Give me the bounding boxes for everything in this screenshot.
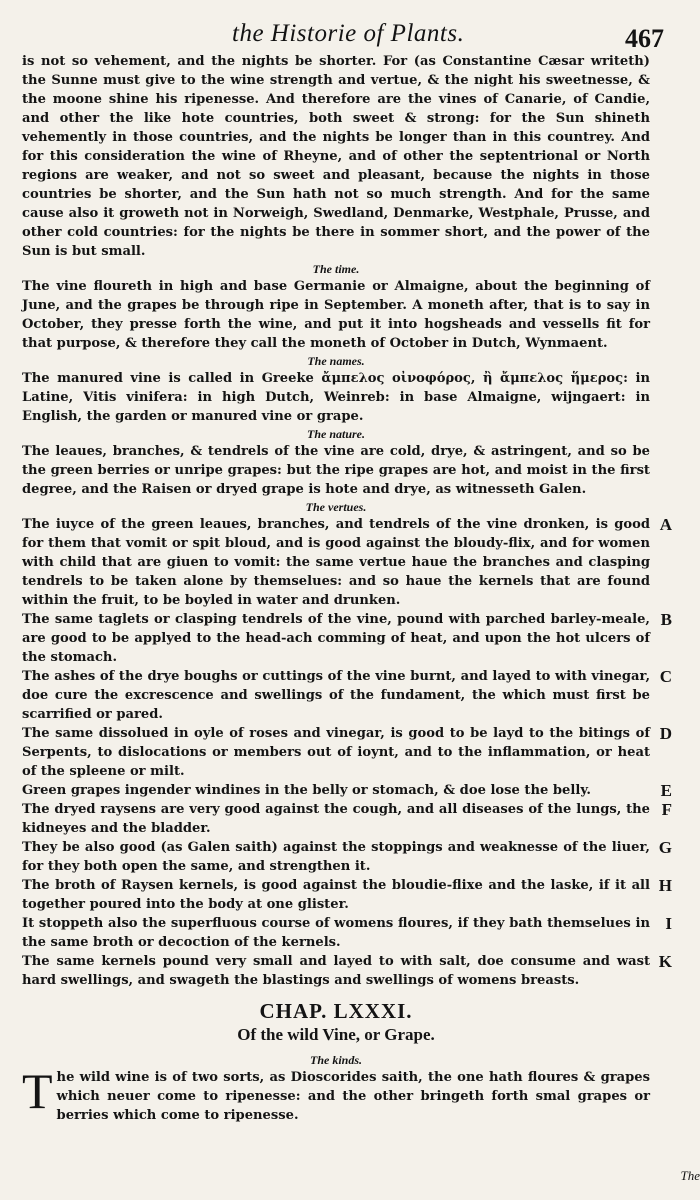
vertue-paragraph bbox=[22, 914, 672, 952]
drop-cap: T bbox=[22, 1063, 53, 1119]
vertue-paragraph bbox=[22, 667, 672, 724]
margin-marker: C bbox=[659, 667, 672, 686]
paragraph: The leaues, branches, & tendrels of the vine are cold, drye, & astringent, and so be the green berries or unripe grapes: but the ripe grapes are hot, and moist in the first degree, and the Raisen or dryed grape is hote and drye, as witnesseth Galen. bbox=[22, 444, 650, 497]
paragraph: The vine floureth in high and base Germanie or Almaigne, about the beginning of June, and the grapes be through ripe in September. A moneth after, that is to say in October, they presse forth the wine, and put it into hogsheads and vessells fit for that purpose, & therefore they call the moneth of October in Dutch, Wynmaent. bbox=[22, 279, 650, 351]
paragraph-text: The iuyce of the green leaues, branches, and tendrels of the vine dronken, is good for them that vomit or spit bloud, and is good against the bloudy-flix, and for women with child that are giuen to vomit: the same vertue haue the branches and clasping tendrels to be taken alone by themselues: and so haue the kernels that are found within the fruit, to be boyled in water and drunken. bbox=[22, 517, 650, 608]
chapter-subtitle: Of the wild Vine, or Grape. bbox=[237, 1025, 435, 1044]
margin-marker: F bbox=[661, 800, 672, 819]
section-heading-nature: The nature. bbox=[306, 427, 365, 441]
paragraph-text: They be also good (as Galen saith) against the stoppings and weaknesse of the liuer, for they both open the same, and strengthen it. bbox=[22, 840, 650, 874]
vertue-paragraph bbox=[22, 952, 672, 990]
chapter-title: CHAP. LXXXI. bbox=[259, 999, 413, 1023]
vertue-paragraph bbox=[22, 800, 672, 838]
margin-marker: D bbox=[659, 724, 672, 743]
running-title: the Historie of Plants. bbox=[232, 20, 465, 47]
margin-marker: G bbox=[658, 838, 672, 857]
intro-paragraph: is not so vehement, and the nights be shorter. For (as Constantine Cæsar writeth) the Sunne must give to the wine strength and vertue, & the night his sweetnesse, & the moone shine his ripenesse. And therefore are the vines of Canarie, of Candie, and other the like hote countries, both sweet & strong: for the Sun shineth vehemently in those countries, and the nights be longer than in this countrey. And for this consideration the wine of Rheyne, and of other the septentrional or North regions are weaker, and not so sweet and pleasant, because the nights in those countries be shorter, and the Sun hath not so much strength. And for the same cause also it groweth not in Norweigh, Swedland, Denmarke, Westphale, Prusse, and other cold countries: for the nights be there in sommer short, and the power of the Sun is but small. bbox=[22, 54, 650, 259]
section-heading-time: The time. bbox=[312, 262, 360, 276]
section-heading-vertues: The vertues. bbox=[305, 500, 367, 514]
paragraph-text: The dryed raysens are very good against the cough, and all diseases of the lungs, the kidneyes and the bladder. bbox=[22, 802, 650, 836]
paragraph-text: It stoppeth also the superfluous course of womens floures, if they bath themselues in the same broth or decoction of the kernels. bbox=[22, 916, 650, 950]
paragraph-text: Green grapes ingender windines in the belly or stomach, & doe lose the belly. bbox=[22, 783, 591, 798]
vertue-paragraph bbox=[22, 610, 672, 667]
chapter-opening-paragraph bbox=[22, 1063, 650, 1125]
section-heading-names: The names. bbox=[307, 354, 365, 368]
page-header bbox=[22, 8, 664, 53]
vertue-paragraph bbox=[22, 838, 672, 876]
vertue-paragraph bbox=[22, 724, 672, 781]
book-page bbox=[22, 8, 672, 1125]
catchword: The bbox=[680, 1168, 700, 1183]
margin-marker: A bbox=[659, 515, 672, 534]
paragraph-text: The same kernels pound very small and layed to with salt, doe consume and wast hard swellings, and swageth the blastings and swellings of womens breasts. bbox=[22, 954, 650, 988]
paragraph-text: he wild wine is of two sorts, as Dioscorides saith, the one hath floures & grapes which neuer come to ripenesse: and the other bringeth forth smal grapes or berries which come to ripenesse. bbox=[56, 1070, 650, 1123]
vertue-paragraph bbox=[22, 876, 672, 914]
vertue-paragraph bbox=[22, 515, 672, 610]
margin-marker: B bbox=[660, 610, 672, 629]
paragraph-text: The same taglets or clasping tendrels of the vine, pound with parched barley-meale, are good to be applyed to the head-ach comming of heat, and upon the hot ulcers of the stomach. bbox=[22, 612, 650, 665]
margin-marker: K bbox=[658, 952, 672, 971]
paragraph-text: The broth of Raysen kernels, is good against the bloudie-flixe and the laske, if it all together poured into the body at one glister. bbox=[22, 878, 650, 912]
paragraph-text: The same dissolued in oyle of roses and vinegar, is good to be layd to the bitings of Serpents, to dislocations or members out of ioynt, and to the inflammation, or heat of the spleene or milt. bbox=[22, 726, 650, 779]
section-heading-kinds: The kinds. bbox=[309, 1053, 362, 1067]
margin-marker: I bbox=[665, 914, 672, 933]
margin-marker: E bbox=[660, 781, 672, 800]
body-text bbox=[22, 52, 672, 1125]
paragraph: The manured vine is called in Greeke ἄμπελος οἰνοφόρος, ἢ ἄμπελος ἥμερος: in Latine, Vitis vinifera: in high Dutch, Weinreb: in base Almaigne, wijngaert: in English, the garden or manured vine or grape. bbox=[22, 371, 650, 424]
paragraph-text: The ashes of the drye boughs or cuttings of the vine burnt, and layed to with vinegar, doe cure the excrescence and swellings of the fundament, the which must first be scarrified or pared. bbox=[22, 669, 650, 722]
page-number: 467 bbox=[625, 24, 664, 53]
vertue-paragraph bbox=[22, 781, 672, 800]
margin-marker: H bbox=[658, 876, 672, 895]
